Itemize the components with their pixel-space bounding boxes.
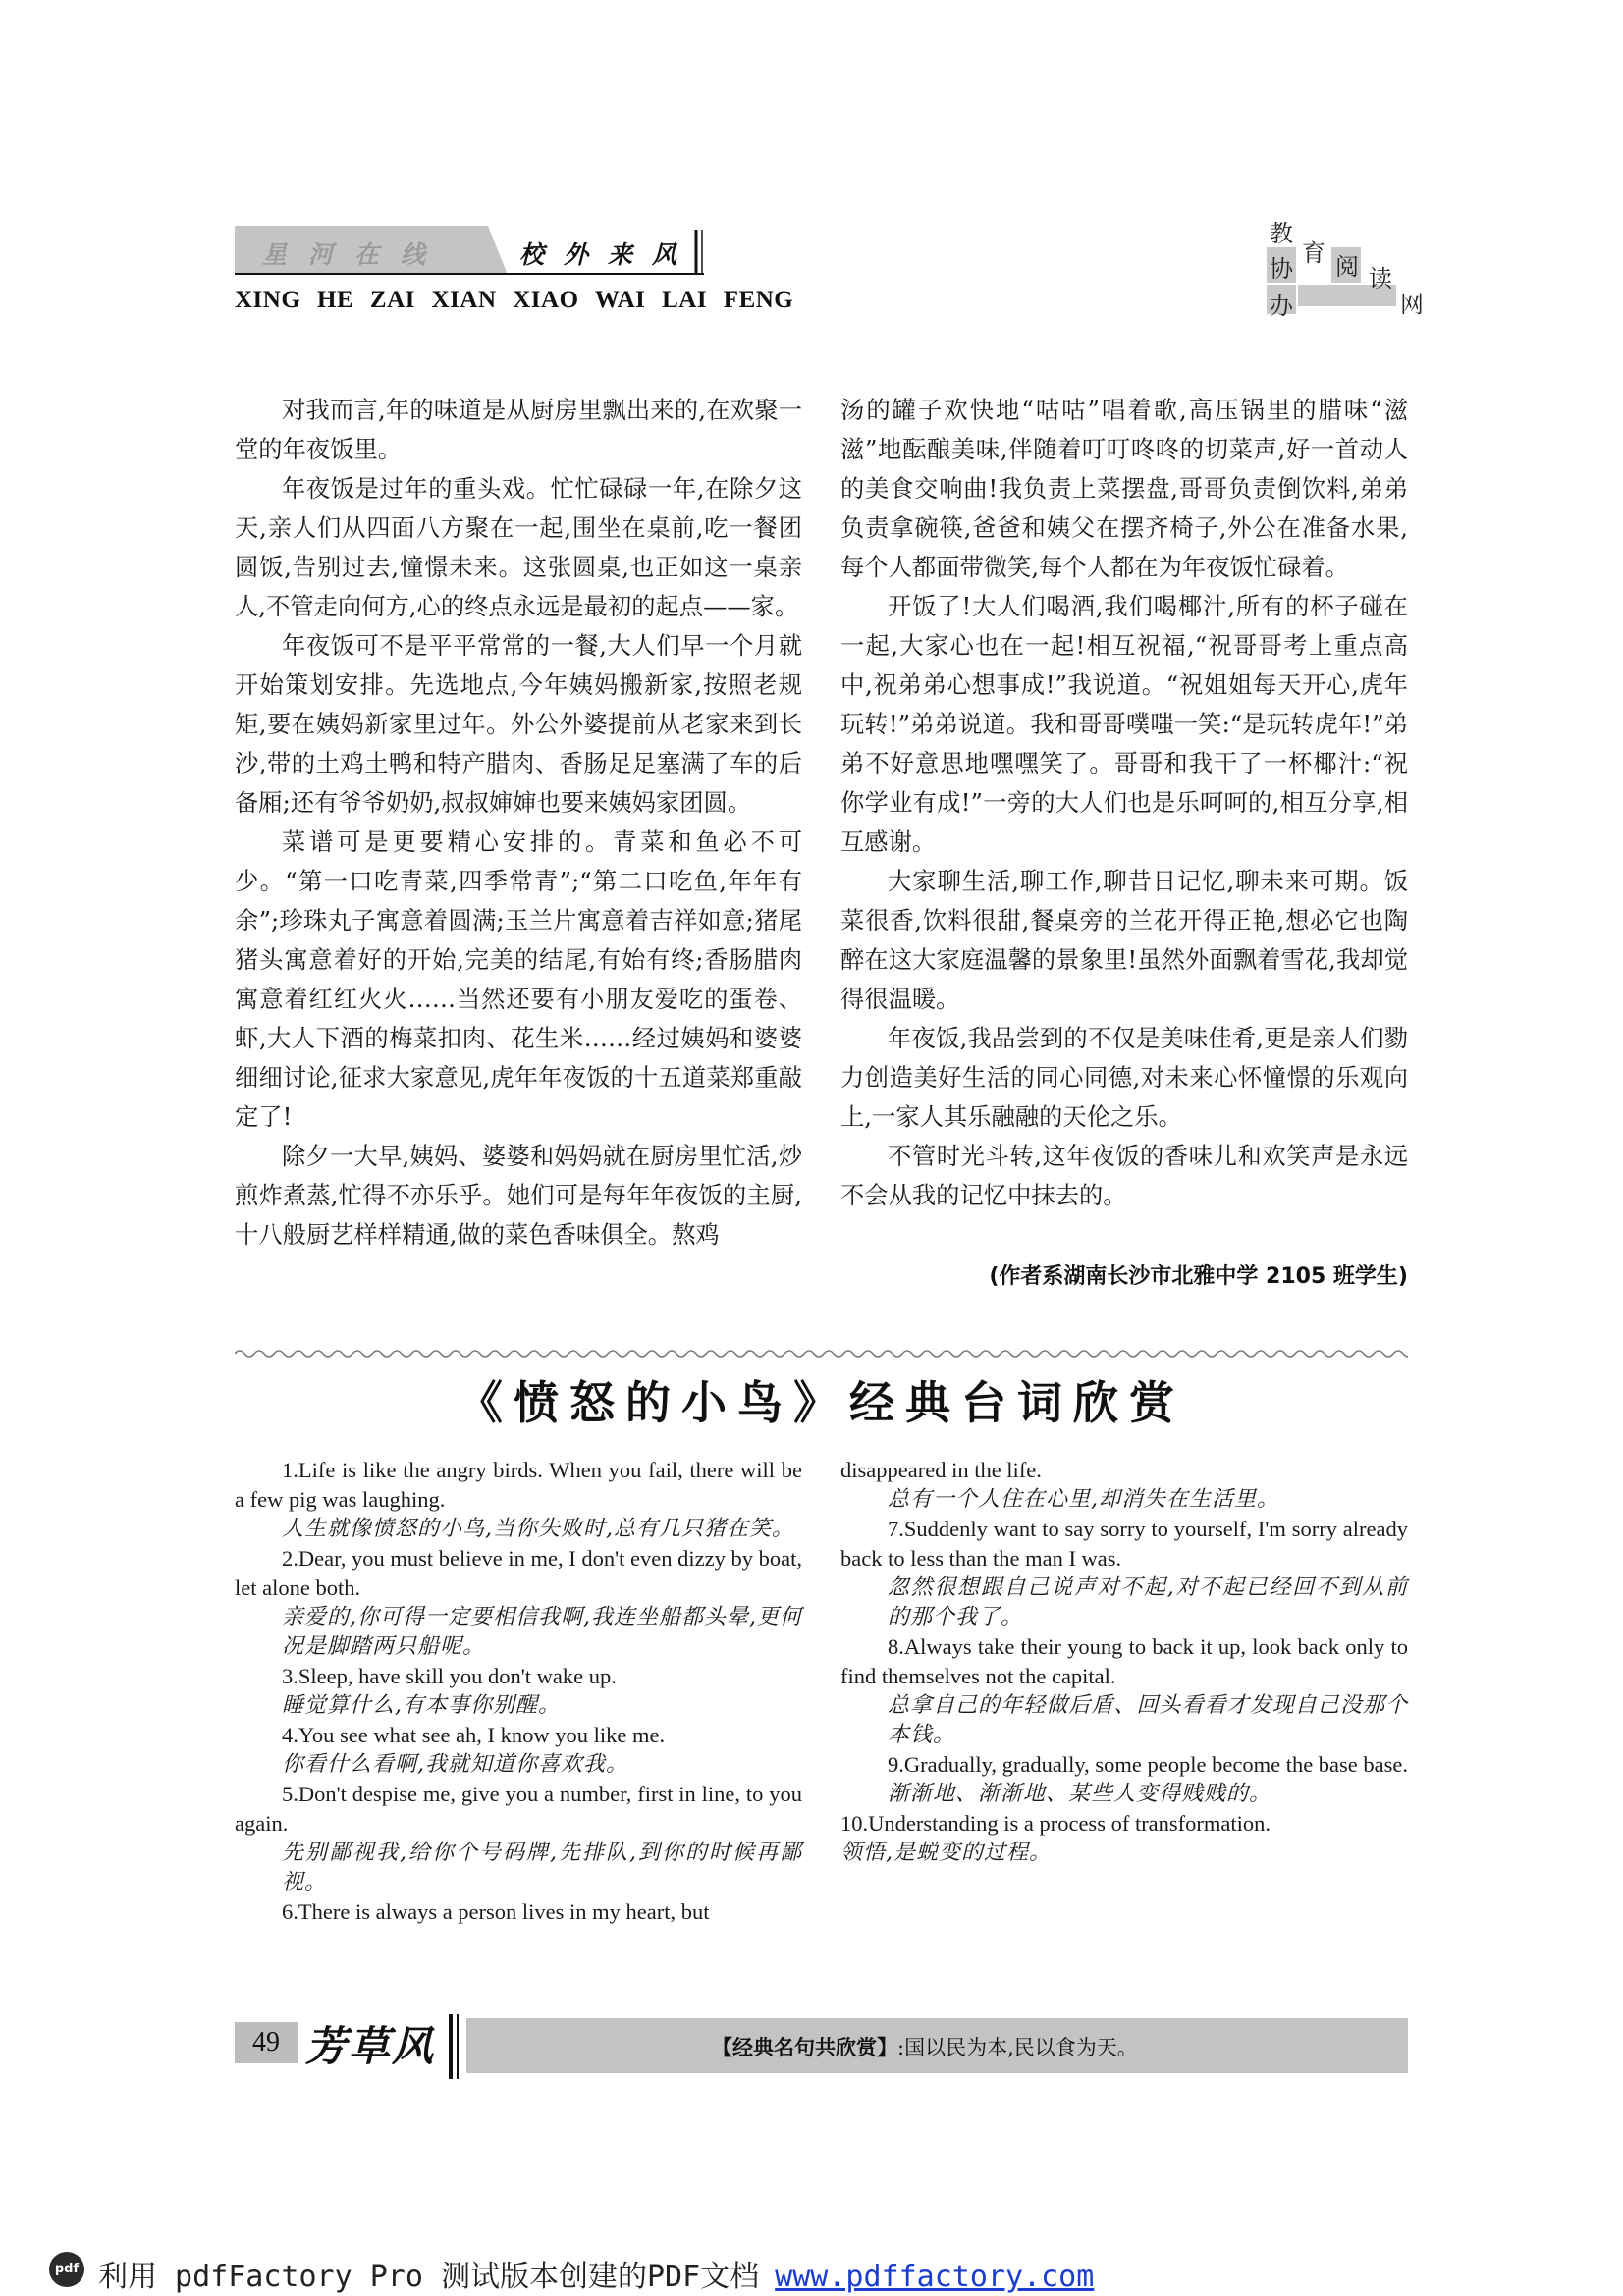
magazine-brand: 芳草风 — [305, 2022, 436, 2070]
watermark-text — [98, 2252, 1094, 2295]
pdffactory-icon: pdf — [49, 2252, 84, 2287]
quote-chinese: 总有一个人住在心里,却消失在生活里。 — [888, 1487, 1279, 1512]
quote-chinese: 渐渐地、渐渐地、某些人变得贱贱的。 — [888, 1782, 1272, 1806]
article-paragraph: 对我而言,年的味道是从厨房里飘出来的,在欢聚一堂的年夜饭里。 — [235, 396, 802, 463]
logo-char: 协 — [1270, 255, 1293, 283]
article-paragraph: 菜谱可是更要精心安排的。青菜和鱼必不可少。“第一口吃青菜,四季常青”;“第二口吃鱼,年年有余”;珍珠丸子寓意着圆满;玉兰片寓意着吉祥如意;猪尾猪头寓意着好的开始,完美的结尾,有始有终;香肠腊肉寓意着红红火火……当然还要有小朋友爱吃的蛋卷、虾,大人下酒的梅菜扣肉、花生米……经过姨妈和婆婆细细讨论,征求大家意见,虎年年夜饭的十五道菜郑重敲定了! — [235, 828, 802, 1131]
quote-english: 9.Gradually, gradually, some people become the base base. — [888, 1752, 1409, 1777]
quote-chinese: 总拿自己的年轻做后盾、回头看看才发现自己没那个本钱。 — [888, 1693, 1408, 1747]
article-paragraph: 年夜饭,我品尝到的不仅是美味佳肴,更是亲人们勠力创造美好生活的同心同德,对未来心怀憧憬的乐观向上,一家人其乐融融的天伦之乐。 — [840, 1024, 1408, 1131]
wave-divider — [235, 1347, 1408, 1361]
article-paragraph: 开饭了!大人们喝酒,我们喝椰汁,所有的杯子碰在一起,大家心也在一起!相互祝福,“祝哥哥考上重点高中,祝弟弟心想事成!”我说道。“祝姐姐每天开心,虎年玩转!”弟弟说道。我和哥哥噗嗤一笑:“是玩转虎年!”弟弟不好意思地嘿嘿笑了。哥哥和我干了一杯椰汁:“祝你学业有成!”一旁的大人们也是乐呵呵的,相互分享,相互感谢。 — [840, 592, 1408, 856]
footer-rule — [457, 2014, 459, 2079]
article-paragraph: 不管时光斗转,这年夜饭的香味儿和欢笑声是永远不会从我的记忆中抹去的。 — [840, 1142, 1408, 1209]
section-pinyin: XING HE ZAI XIAN XIAO WAI LAI FENG — [235, 287, 794, 313]
footer-rule — [449, 2014, 453, 2079]
section-label-right: 校外来风 — [519, 240, 697, 269]
quote-english: 5.Don't despise me, give you a number, first in line, to you again. — [235, 1782, 802, 1836]
quote-english: 4.You see what see ah, I know you like me. — [282, 1723, 666, 1747]
quote-chinese: 你看什么看啊,我就知道你喜欢我。 — [282, 1752, 628, 1777]
article-column-left — [235, 391, 802, 1255]
watermark-link[interactable]: www.pdffactory.com — [775, 2260, 1095, 2294]
quote-english: 7.Suddenly want to say sorry to yourself, I'm sorry already back to less than the man I was. — [840, 1517, 1408, 1571]
quote-chinese: 人生就像愤怒的小鸟,当你失败时,总有几只猪在笑。 — [282, 1517, 794, 1541]
article-paragraph-continued: 汤的罐子欢快地“咕咕”唱着歌,高压锅里的腊味“滋滋”地酝酿美味,伴随着叮叮咚咚的切菜声,好一首动人的美食交响曲!我负责上菜摆盘,哥哥负责倒饮料,弟弟负责拿碗筷,爸爸和姨父在摆齐椅子,外公在准备水果,每个人都面带微笑,每个人都在为年夜饭忙碌着。 — [840, 396, 1408, 581]
logo-char: 读 — [1369, 265, 1392, 293]
author-byline: (作者系湖南长沙市北雅中学 2105 班学生) — [989, 1264, 1408, 1289]
article-paragraph: 除夕一大早,姨妈、婆婆和妈妈就在厨房里忙活,炒煎炸煮蒸,忙得不亦乐乎。她们可是每年年夜饭的主厨,十八般厨艺样样精通,做的菜色香味俱全。熬鸡 — [235, 1142, 802, 1249]
section-header-bar — [235, 226, 704, 275]
quote-english: 3.Sleep, have skill you don't wake up. — [282, 1664, 617, 1688]
page-footer — [235, 2014, 1408, 2079]
quote-chinese: 忽然很想跟自己说声对不起,对不起已经回不到从前的那个我了。 — [888, 1575, 1408, 1629]
quote-english: 1.Life is like the angry birds. When you fail, there will be a few pig was laughing. — [235, 1458, 802, 1512]
logo-char: 阅 — [1335, 253, 1359, 281]
quote-english: 2.Dear, you must believe in me, I don't even dizzy by boat, let alone both. — [235, 1546, 802, 1600]
article-paragraph: 大家聊生活,聊工作,聊昔日记忆,聊未来可期。饭菜很香,饮料很甜,餐桌旁的兰花开得正艳,想必它也陶醉在这大家庭温馨的景象里!虽然外面飘着雪花,我却觉得很温暖。 — [840, 867, 1408, 1013]
quotes-column-left — [235, 1456, 802, 1927]
article-paragraph: 年夜饭可不是平平常常的一餐,大人们早一个月就开始策划安排。先选地点,今年姨妈搬新家,按照老规矩,要在姨妈新家里过年。外公外婆提前从老家来到长沙,带的土鸡土鸭和特产腊肉、香肠足足塞满了车的后备厢;还有爷爷奶奶,叔叔婶婶也要来姨妈家团圆。 — [235, 631, 802, 817]
motto-text: :国以民为本,民以食为天。 — [897, 2036, 1138, 2059]
quotes-title: 《愤怒的小鸟》经典台词欣赏 — [458, 1376, 1185, 1429]
quote-chinese: 亲爱的,你可得一定要相信我啊,我连坐船都头晕,更何况是脚踏两只船呢。 — [282, 1605, 802, 1659]
association-logo — [1267, 214, 1424, 320]
watermark-label: 利用 pdfFactory Pro 测试版本创建的PDF文档 — [98, 2260, 760, 2294]
logo-char: 网 — [1400, 291, 1424, 318]
quote-english: 6.There is always a person lives in my heart, but — [282, 1899, 710, 1924]
quote-chinese: 领悟,是蜕变的过程。 — [840, 1841, 1052, 1865]
logo-char: 育 — [1302, 240, 1325, 267]
quote-english: disappeared in the life. — [840, 1458, 1042, 1482]
quote-chinese: 睡觉算什么,有本事你别醒。 — [282, 1693, 561, 1718]
page-number: 49 — [235, 2022, 298, 2063]
section-label-left: 星河在线 — [262, 240, 448, 269]
quotes-column-right — [840, 1456, 1408, 1868]
article-paragraph: 年夜饭是过年的重头戏。忙忙碌碌一年,在除夕这天,亲人们从四面八方聚在一起,围坐在桌前,吃一餐团圆饭,告别过去,憧憬未来。这张圆桌,也正如这一桌亲人,不管走向何方,心的终点永远是最初的起点——家。 — [235, 474, 802, 620]
logo-char: 教 — [1270, 220, 1293, 247]
footer-motto — [712, 2032, 1138, 2061]
motto-label: 【经典名句共欣赏】 — [712, 2036, 897, 2059]
article-column-right — [840, 391, 1408, 1215]
logo-char: 办 — [1270, 293, 1293, 320]
quote-english: 8.Always take their young to back it up, look back only to find themselves not the capital. — [840, 1634, 1408, 1688]
quote-english: 10.Understanding is a process of transformation. — [840, 1811, 1271, 1836]
quote-chinese: 先别鄙视我,给你个号码牌,先排队,到你的时候再鄙视。 — [282, 1841, 802, 1895]
